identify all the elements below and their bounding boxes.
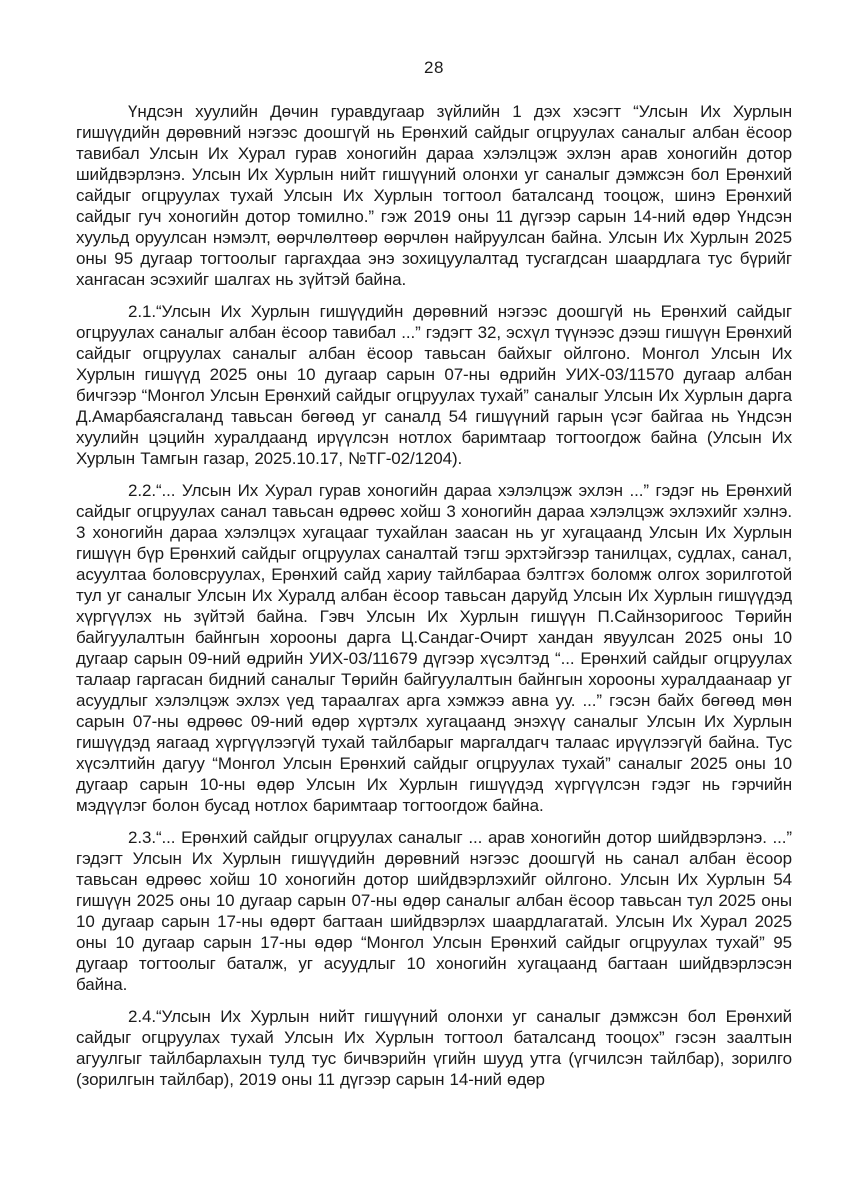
paragraph-2-1: 2.1.“Улсын Их Хурлын гишүүдийн дөрөвний нэгээс доошгүй нь Ерөнхий сайдыг огцруулах саналыг албан ёсоор тавибал ...” гэдэгт 32, эсхүл түүнээс дээш гишүүн Ерөнхий сайдыг огцруулах саналыг албан ёсоор тавьсан байхыг ойлгоно. Монгол Улсын Их Хурлын гишүүд 2025 оны 10 дугаар сарын 07-ны өдрийн УИХ-03/11570 дугаар албан бичгээр “Монгол Улсын Ерөнхий сайдыг огцруулах тухай” саналыг Улсын Их Хурлын дарга Д.Амарбаясгаланд тавьсан бөгөөд уг саналд 54 гишүүний гарын үсэг байгаа нь Үндсэн хуулийн цэцийн хуралдаанд ирүүлсэн нотлох баримтаар тогтоогдож байна (Улсын Их Хурлын Тамгын газар, 2025.10.17, №ТГ-02/1204). — [76, 302, 792, 468]
document-body — [76, 101, 792, 1090]
paragraph-intro-constitution-article-43: Үндсэн хуулийн Дөчин гуравдугаар зүйлийн 1 дэх хэсэгт “Улсын Их Хурлын гишүүдийн дөрөвний нэгээс доошгүй нь Ерөнхий сайдыг огцруулах саналыг албан ёсоор тавибал Улсын Их Хурал гурав хоногийн дараа хэлэлцэж эхлэн арав хоногийн дотор шийдвэрлэнэ. Улсын Их Хурлын нийт гишүүний олонхи уг саналыг дэмжсэн бол Ерөнхий сайдыг огцруулах тухай Улсын Их Хурлын тогтоол баталсанд тооцож, шинэ Ерөнхий сайдыг гуч хоногийн дотор томилно.” гэж 2019 оны 11 дүгээр сарын 14-ний өдөр Үндсэн хуульд оруулсан нэмэлт, өөрчлөлтөөр өөрчлөн найруулсан байна. Улсын Их Хурлын 2025 оны 95 дугаар тогтоолыг гаргахдаа энэ зохицуулалтад тусгагдсан шаардлага тус бүрийг хангасан эсэхийг шалгах нь зүйтэй байна. — [76, 102, 792, 289]
paragraph-2-2: 2.2.“... Улсын Их Хурал гурав хоногийн дараа хэлэлцэж эхлэн ...” гэдэг нь Ерөнхий сайдыг огцруулах санал тавьсан өдрөөс хойш 3 хоногийн дараа хэлэлцэж эхлэхийг хэлнэ. 3 хоногийн дараа хэлэлцэх хугацааг тухайлан заасан нь уг хугацаанд Улсын Их Хурлын гишүүн бүр Ерөнхий сайдыг огцруулах саналтай тэгш эрхтэйгээр танилцах, судлах, санал, асуултаа боловсруулах, Ерөнхий сайд хариу тайлбараа бэлтгэх боломж олгох зорилготой тул уг саналыг Улсын Их Хуралд албан ёсоор тавьсан даруйд Улсын Их Хурлын гишүүдэд хүргүүлэх нь зүйтэй байна. Гэвч Улсын Их Хурлын гишүүн П.Сайнзоригоос Төрийн байгуулалтын байнгын хорооны дарга Ц.Сандаг-Очирт хандан явуулсан 2025 оны 10 дугаар сарын 09-ний өдрийн УИХ-03/11679 дүгээр хүсэлтэд “... Ерөнхий сайдыг огцруулах талаар гаргасан бидний саналыг Төрийн байгуулалтын байнгын хорооны хуралдаанаар уг асуудлыг хэлэлцэж эхлэх үед тараалгах арга хэмжээ авна уу. ...” гэсэн байх бөгөөд мөн сарын 07-ны өдрөөс 09-ний өдөр хүртэлх хугацаанд энэхүү саналыг Улсын Их Хурлын гишүүдэд яагаад хүргүүлээгүй тухай тайлбарыг маргалдагч талаас ирүүлээгүй байна. Тус хүсэлтийн дагуу “Монгол Улсын Ерөнхий сайдыг огцруулах тухай” саналыг 2025 оны 10 дугаар сарын 10-ны өдөр Улсын Их Хурлын гишүүдэд хүргүүлсэн гэдэг нь гэрчийн мэдүүлэг болон бусад нотлох баримтаар тогтоогдож байна. — [76, 481, 792, 815]
page-number: 28 — [424, 58, 444, 77]
paragraph-2-3: 2.3.“... Ерөнхий сайдыг огцруулах саналыг ... арав хоногийн дотор шийдвэрлэнэ. ...” гэдэгт Улсын Их Хурлын гишүүдийн дөрөвний нэгээс доошгүй нь санал албан ёсоор тавьсан өдрөөс хойш 10 хоногийн дотор шийдвэрлэхийг ойлгоно. Улсын Их Хурлын 54 гишүүн 2025 оны 10 дугаар сарын 07-ны өдөр саналыг албан ёсоор тавьсан тул 2025 оны 10 дугаар сарын 17-ны өдөрт багтаан шийдвэрлэх шаардлагатай. Улсын Их Хурал 2025 оны 10 дугаар сарын 17-ны өдөр “Монгол Улсын Ерөнхий сайдыг огцруулах тухай” 95 дугаар тогтоолыг баталж, уг асуудлыг 10 хоногийн хугацаанд багтаан шийдвэрлэсэн байна. — [76, 828, 792, 994]
paragraph-2-4: 2.4.“Улсын Их Хурлын нийт гишүүний олонхи уг саналыг дэмжсэн бол Ерөнхий сайдыг огцруулах тухай Улсын Их Хурлын тогтоол баталсанд тооцох” гэсэн заалтын агуулгыг тайлбарлахын тулд тус бичвэрийн үгийн шууд утга (үгчилсэн тайлбар), зорилго (зорилгын тайлбар), 2019 оны 11 дүгээр сарын 14-ний өдөр — [76, 1007, 792, 1089]
